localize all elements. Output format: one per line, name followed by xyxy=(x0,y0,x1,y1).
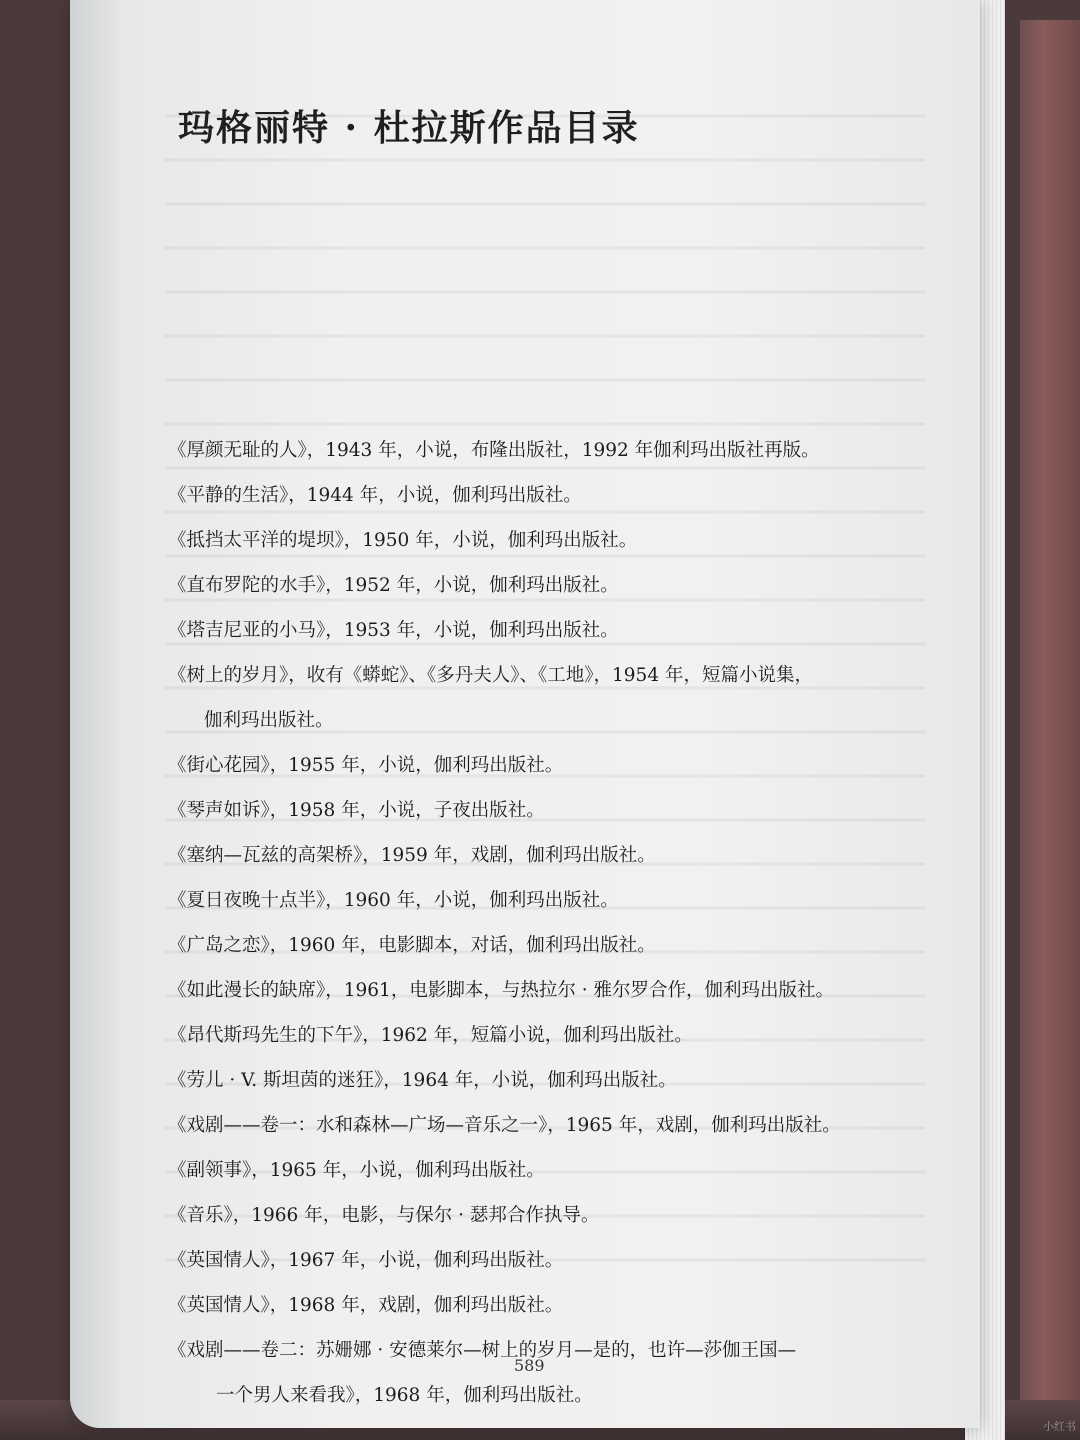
bibliography-entry xyxy=(168,1148,958,1193)
entry-line: 《劳儿 · V. 斯坦茵的迷狂》，1964 年，小说，伽利玛出版社。 xyxy=(168,1070,677,1091)
bibliography-entry xyxy=(168,1328,958,1418)
bibliography-entry xyxy=(168,1283,958,1328)
bibliography-entry xyxy=(168,878,958,923)
entry-continuation: 伽利玛出版社。 xyxy=(204,710,334,731)
bibliography-entry xyxy=(168,518,958,563)
bibliography-entry xyxy=(168,1058,958,1103)
entry-line: 《英国情人》，1967 年，小说，伽利玛出版社。 xyxy=(168,1250,564,1271)
bibliography-entry xyxy=(168,653,958,743)
entry-line: 《厚颜无耻的人》，1943 年，小说，布隆出版社，1992 年伽利玛出版社再版。 xyxy=(168,440,820,461)
entry-line: 《广岛之恋》，1960 年，电影脚本，对话，伽利玛出版社。 xyxy=(168,935,656,956)
page-number: 589 xyxy=(514,1356,545,1375)
entry-line: 《平静的生活》，1944 年，小说，伽利玛出版社。 xyxy=(168,485,582,506)
entry-line: 《街心花园》，1955 年，小说，伽利玛出版社。 xyxy=(168,755,564,776)
bibliography-list xyxy=(168,428,958,1418)
desk-background-right xyxy=(1020,20,1080,1420)
entry-line: 《琴声如诉》，1958 年，小说，子夜出版社。 xyxy=(168,800,545,821)
entry-line: 《直布罗陀的水手》，1952 年，小说，伽利玛出版社。 xyxy=(168,575,619,596)
entry-line: 《如此漫长的缺席》，1961，电影脚本，与热拉尔 · 雅尔罗合作，伽利玛出版社。 xyxy=(168,980,834,1001)
page-title: 玛格丽特 · 杜拉斯作品目录 xyxy=(178,107,640,149)
entry-line: 《戏剧——卷二：苏姗娜 · 安德莱尔—树上的岁月—是的，也许—莎伽王国— xyxy=(168,1340,797,1361)
bibliography-entry xyxy=(168,1238,958,1283)
bibliography-entry xyxy=(168,743,958,788)
entry-line: 《塞纳—瓦兹的高架桥》，1959 年，戏剧，伽利玛出版社。 xyxy=(168,845,656,866)
entry-line: 《戏剧——卷一：水和森林—广场—音乐之一》，1965 年，戏剧，伽利玛出版社。 xyxy=(168,1115,841,1136)
bibliography-entry xyxy=(168,563,958,608)
entry-line: 《昂代斯玛先生的下午》，1962 年，短篇小说，伽利玛出版社。 xyxy=(168,1025,693,1046)
entry-line: 《音乐》，1966 年，电影，与保尔 · 瑟邦合作执导。 xyxy=(168,1205,600,1226)
entry-line: 《抵挡太平洋的堤坝》，1950 年，小说，伽利玛出版社。 xyxy=(168,530,638,551)
bibliography-entry xyxy=(168,833,958,878)
bibliography-entry xyxy=(168,1193,958,1238)
bibliography-entry xyxy=(168,428,958,473)
bibliography-entry xyxy=(168,1103,958,1148)
book-page xyxy=(70,0,980,1428)
bibliography-entry xyxy=(168,788,958,833)
bibliography-entry xyxy=(168,923,958,968)
entry-continuation: 一个男人来看我》，1968 年，伽利玛出版社。 xyxy=(216,1385,593,1406)
entry-line: 《英国情人》，1968 年，戏剧，伽利玛出版社。 xyxy=(168,1295,564,1316)
entry-line: 《树上的岁月》，收有《蟒蛇》、《多丹夫人》、《工地》，1954 年，短篇小说集， xyxy=(168,665,813,686)
bibliography-entry xyxy=(168,473,958,518)
entry-line: 《夏日夜晚十点半》，1960 年，小说，伽利玛出版社。 xyxy=(168,890,619,911)
watermark-logo: 小红书 xyxy=(1043,1420,1076,1433)
bibliography-entry xyxy=(168,1013,958,1058)
bibliography-entry xyxy=(168,608,958,653)
entry-line: 《副领事》，1965 年，小说，伽利玛出版社。 xyxy=(168,1160,545,1181)
bibliography-entry xyxy=(168,968,958,1013)
entry-line: 《塔吉尼亚的小马》，1953 年，小说，伽利玛出版社。 xyxy=(168,620,619,641)
